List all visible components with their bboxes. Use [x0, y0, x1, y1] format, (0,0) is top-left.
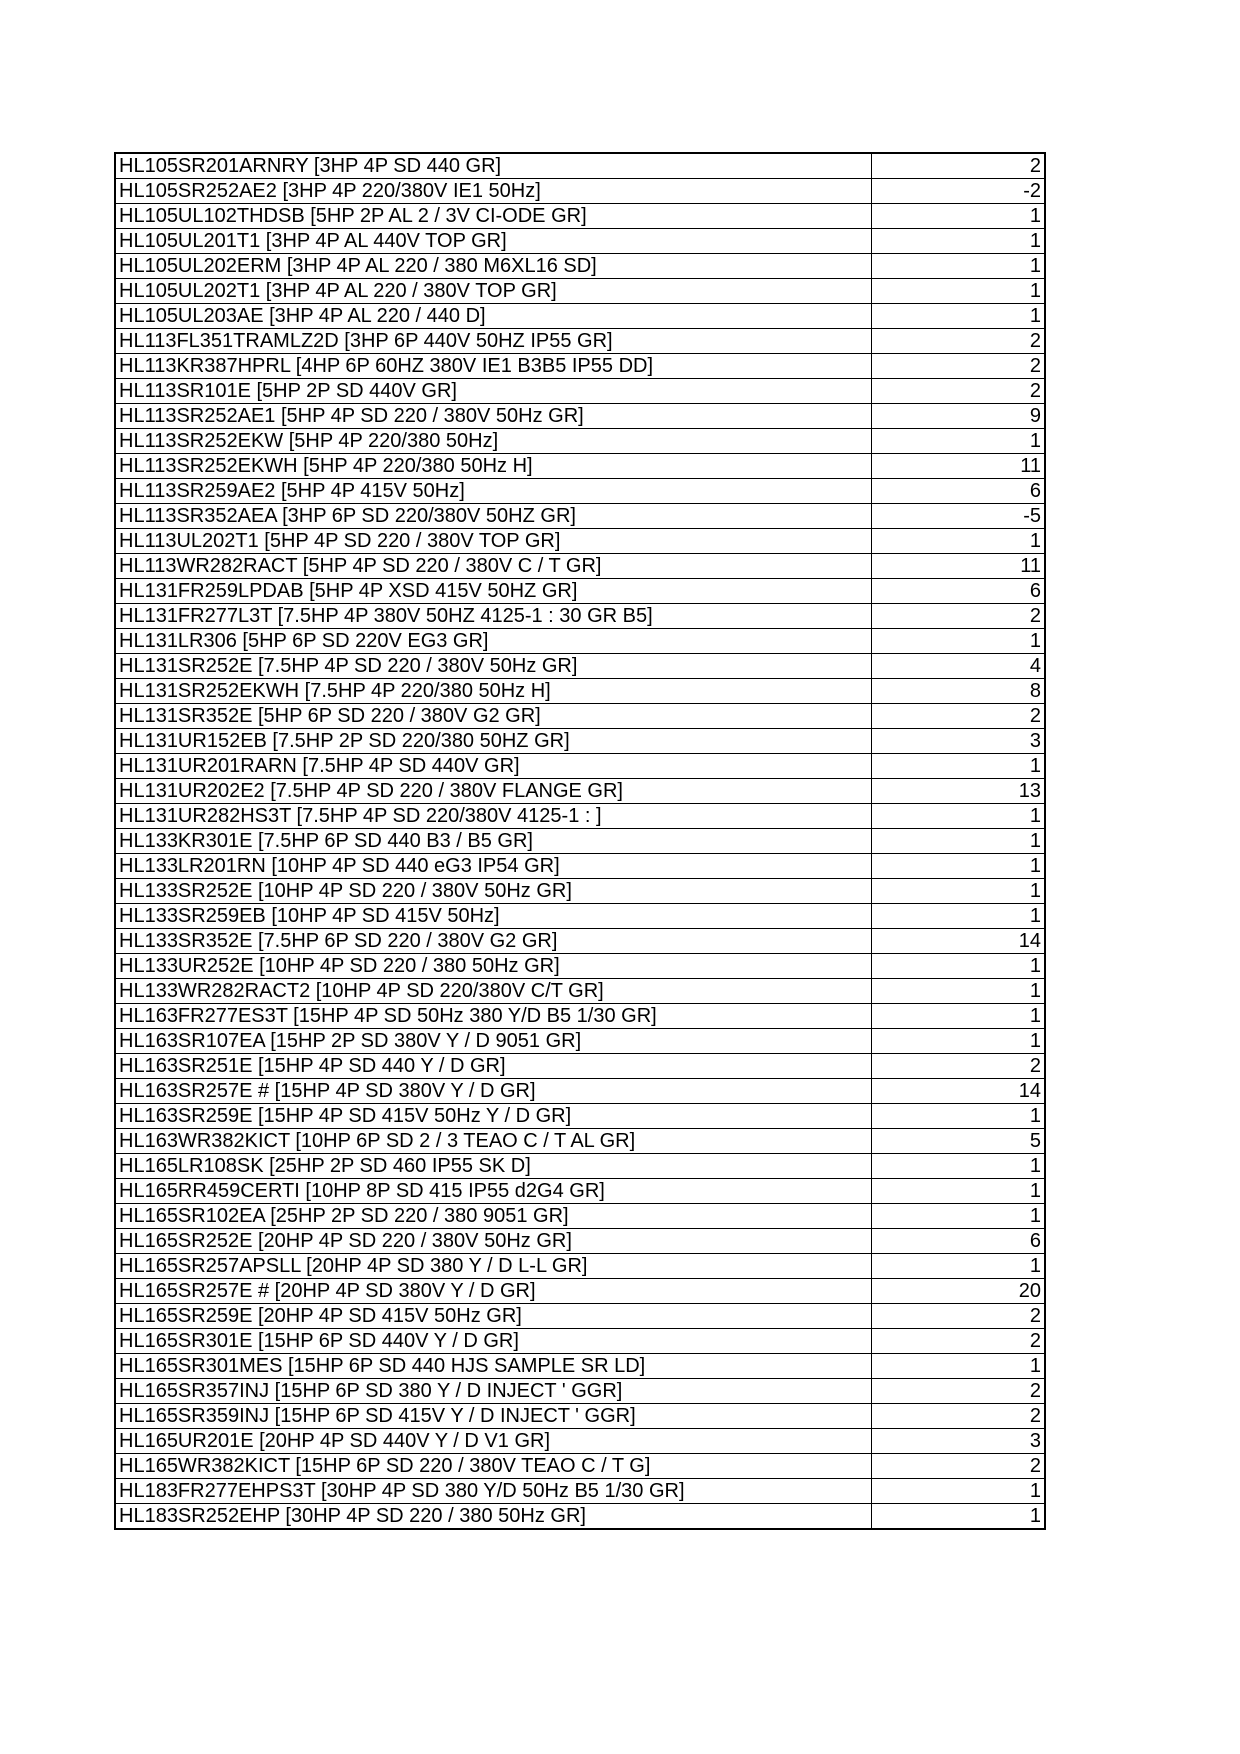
quantity-cell: 3 [871, 1429, 1045, 1454]
item-description-cell: HL113SR252EKWH [5HP 4P 220/380 50Hz H] [115, 454, 871, 479]
table-row [115, 204, 1045, 229]
table-row [115, 1354, 1045, 1379]
quantity-cell: 1 [871, 629, 1045, 654]
quantity-cell: 2 [871, 354, 1045, 379]
quantity-cell: 2 [871, 153, 1045, 179]
quantity-cell: 4 [871, 654, 1045, 679]
table-row [115, 354, 1045, 379]
item-description-cell: HL165SR301MES [15HP 6P SD 440 HJS SAMPLE SR LD] [115, 1354, 871, 1379]
table-row [115, 929, 1045, 954]
item-description-cell: HL113UL202T1 [5HP 4P SD 220 / 380V TOP GR] [115, 529, 871, 554]
table-row [115, 854, 1045, 879]
quantity-cell: 11 [871, 454, 1045, 479]
quantity-cell: 1 [871, 1154, 1045, 1179]
quantity-cell: 5 [871, 1129, 1045, 1154]
quantity-cell: 1 [871, 279, 1045, 304]
table-row [115, 954, 1045, 979]
table-row [115, 704, 1045, 729]
item-description-cell: HL165SR259E [20HP 4P SD 415V 50Hz GR] [115, 1304, 871, 1329]
item-description-cell: HL105UL202T1 [3HP 4P AL 220 / 380V TOP GR] [115, 279, 871, 304]
item-description-cell: HL133SR252E [10HP 4P SD 220 / 380V 50Hz GR] [115, 879, 871, 904]
item-description-cell: HL113SR252AE1 [5HP 4P SD 220 / 380V 50Hz GR] [115, 404, 871, 429]
quantity-cell: 2 [871, 604, 1045, 629]
table-row [115, 1079, 1045, 1104]
table-row [115, 629, 1045, 654]
quantity-cell: 1 [871, 854, 1045, 879]
item-description-cell: HL165LR108SK [25HP 2P SD 460 IP55 SK D] [115, 1154, 871, 1179]
quantity-cell: 1 [871, 204, 1045, 229]
item-description-cell: HL131FR259LPDAB [5HP 4P XSD 415V 50HZ GR] [115, 579, 871, 604]
quantity-cell: 1 [871, 229, 1045, 254]
quantity-cell: 1 [871, 954, 1045, 979]
quantity-cell: 2 [871, 1054, 1045, 1079]
item-description-cell: HL183FR277EHPS3T [30HP 4P SD 380 Y/D 50Hz B5 1/30 GR] [115, 1479, 871, 1504]
item-description-cell: HL133LR201RN [10HP 4P SD 440 eG3 IP54 GR] [115, 854, 871, 879]
table-row [115, 904, 1045, 929]
inventory-table [114, 152, 1046, 1530]
item-description-cell: HL131UR202E2 [7.5HP 4P SD 220 / 380V FLANGE GR] [115, 779, 871, 804]
item-description-cell: HL113WR282RACT [5HP 4P SD 220 / 380V C / T GR] [115, 554, 871, 579]
item-description-cell: HL133KR301E [7.5HP 6P SD 440 B3 / B5 GR] [115, 829, 871, 854]
item-description-cell: HL133WR282RACT2 [10HP 4P SD 220/380V C/T GR] [115, 979, 871, 1004]
table-row [115, 279, 1045, 304]
item-description-cell: HL163SR251E [15HP 4P SD 440 Y / D GR] [115, 1054, 871, 1079]
quantity-cell: -2 [871, 179, 1045, 204]
item-description-cell: HL165SR257E # [20HP 4P SD 380V Y / D GR] [115, 1279, 871, 1304]
item-description-cell: HL105UL102THDSB [5HP 2P AL 2 / 3V CI-ODE GR] [115, 204, 871, 229]
quantity-cell: 1 [871, 429, 1045, 454]
quantity-cell: 1 [871, 1104, 1045, 1129]
table-row [115, 1004, 1045, 1029]
table-row [115, 579, 1045, 604]
item-description-cell: HL165WR382KICT [15HP 6P SD 220 / 380V TEAO C / T G] [115, 1454, 871, 1479]
quantity-cell: 14 [871, 1079, 1045, 1104]
quantity-cell: 14 [871, 929, 1045, 954]
item-description-cell: HL105UL201T1 [3HP 4P AL 440V TOP GR] [115, 229, 871, 254]
item-description-cell: HL133SR259EB [10HP 4P SD 415V 50Hz] [115, 904, 871, 929]
quantity-cell: 13 [871, 779, 1045, 804]
table-row [115, 729, 1045, 754]
quantity-cell: 1 [871, 904, 1045, 929]
quantity-cell: 1 [871, 1479, 1045, 1504]
table-row [115, 1029, 1045, 1054]
table-row [115, 1229, 1045, 1254]
quantity-cell: 9 [871, 404, 1045, 429]
item-description-cell: HL131UR152EB [7.5HP 2P SD 220/380 50HZ GR] [115, 729, 871, 754]
table-row [115, 429, 1045, 454]
quantity-cell: 1 [871, 1004, 1045, 1029]
quantity-cell: 6 [871, 1229, 1045, 1254]
item-description-cell: HL113KR387HPRL [4HP 6P 60HZ 380V IE1 B3B5 IP55 DD] [115, 354, 871, 379]
item-description-cell: HL165SR357INJ [15HP 6P SD 380 Y / D INJECT ' GGR] [115, 1379, 871, 1404]
quantity-cell: 2 [871, 379, 1045, 404]
table-row [115, 254, 1045, 279]
quantity-cell: 1 [871, 254, 1045, 279]
quantity-cell: 1 [871, 829, 1045, 854]
quantity-cell: 1 [871, 529, 1045, 554]
quantity-cell: 2 [871, 1404, 1045, 1429]
table-row [115, 1204, 1045, 1229]
item-description-cell: HL131SR352E [5HP 6P SD 220 / 380V G2 GR] [115, 704, 871, 729]
item-description-cell: HL113SR352AEA [3HP 6P SD 220/380V 50HZ GR] [115, 504, 871, 529]
item-description-cell: HL163WR382KICT [10HP 6P SD 2 / 3 TEAO C / T AL GR] [115, 1129, 871, 1154]
item-description-cell: HL183SR252EHP [30HP 4P SD 220 / 380 50Hz GR] [115, 1504, 871, 1530]
item-description-cell: HL163FR277ES3T [15HP 4P SD 50Hz 380 Y/D B5 1/30 GR] [115, 1004, 871, 1029]
quantity-cell: 2 [871, 1304, 1045, 1329]
item-description-cell: HL105SR252AE2 [3HP 4P 220/380V IE1 50Hz] [115, 179, 871, 204]
quantity-cell: -5 [871, 504, 1045, 529]
table-row [115, 1454, 1045, 1479]
item-description-cell: HL165UR201E [20HP 4P SD 440V Y / D V1 GR] [115, 1429, 871, 1454]
quantity-cell: 1 [871, 1254, 1045, 1279]
item-description-cell: HL131UR282HS3T [7.5HP 4P SD 220/380V 4125-1 : ] [115, 804, 871, 829]
item-description-cell: HL131UR201RARN [7.5HP 4P SD 440V GR] [115, 754, 871, 779]
item-description-cell: HL163SR257E # [15HP 4P SD 380V Y / D GR] [115, 1079, 871, 1104]
table-row [115, 979, 1045, 1004]
item-description-cell: HL165SR301E [15HP 6P SD 440V Y / D GR] [115, 1329, 871, 1354]
table-row [115, 1429, 1045, 1454]
table-row [115, 1054, 1045, 1079]
item-description-cell: HL165RR459CERTI [10HP 8P SD 415 IP55 d2G4 GR] [115, 1179, 871, 1204]
table-row [115, 829, 1045, 854]
table-row [115, 1104, 1045, 1129]
item-description-cell: HL165SR359INJ [15HP 6P SD 415V Y / D INJECT ' GGR] [115, 1404, 871, 1429]
quantity-cell: 1 [871, 1179, 1045, 1204]
table-row [115, 479, 1045, 504]
table-row [115, 1304, 1045, 1329]
item-description-cell: HL131SR252E [7.5HP 4P SD 220 / 380V 50Hz GR] [115, 654, 871, 679]
table-row [115, 1329, 1045, 1354]
item-description-cell: HL131LR306 [5HP 6P SD 220V EG3 GR] [115, 629, 871, 654]
quantity-cell: 11 [871, 554, 1045, 579]
table-row [115, 454, 1045, 479]
table-row [115, 179, 1045, 204]
table-row [115, 529, 1045, 554]
quantity-cell: 1 [871, 979, 1045, 1004]
table-row [115, 1279, 1045, 1304]
table-row [115, 879, 1045, 904]
item-description-cell: HL105UL202ERM [3HP 4P AL 220 / 380 M6XL16 SD] [115, 254, 871, 279]
table-row [115, 504, 1045, 529]
item-description-cell: HL131FR277L3T [7.5HP 4P 380V 50HZ 4125-1 : 30 GR B5] [115, 604, 871, 629]
table-row [115, 554, 1045, 579]
item-description-cell: HL113SR259AE2 [5HP 4P 415V 50Hz] [115, 479, 871, 504]
table-row [115, 779, 1045, 804]
quantity-cell: 6 [871, 479, 1045, 504]
table-row [115, 153, 1045, 179]
item-description-cell: HL165SR257APSLL [20HP 4P SD 380 Y / D L-L GR] [115, 1254, 871, 1279]
quantity-cell: 3 [871, 729, 1045, 754]
table-row [115, 1379, 1045, 1404]
table-row [115, 1154, 1045, 1179]
table-row [115, 1254, 1045, 1279]
quantity-cell: 1 [871, 1354, 1045, 1379]
quantity-cell: 1 [871, 754, 1045, 779]
item-description-cell: HL113SR101E [5HP 2P SD 440V GR] [115, 379, 871, 404]
table-row [115, 1129, 1045, 1154]
item-description-cell: HL113FL351TRAMLZ2D [3HP 6P 440V 50HZ IP55 GR] [115, 329, 871, 354]
item-description-cell: HL113SR252EKW [5HP 4P 220/380 50Hz] [115, 429, 871, 454]
quantity-cell: 1 [871, 1504, 1045, 1530]
table-row [115, 804, 1045, 829]
table-row [115, 604, 1045, 629]
item-description-cell: HL165SR252E [20HP 4P SD 220 / 380V 50Hz GR] [115, 1229, 871, 1254]
table-row [115, 754, 1045, 779]
quantity-cell: 2 [871, 704, 1045, 729]
table-row [115, 1504, 1045, 1530]
quantity-cell: 2 [871, 1329, 1045, 1354]
item-description-cell: HL163SR107EA [15HP 2P SD 380V Y / D 9051 GR] [115, 1029, 871, 1054]
item-description-cell: HL133SR352E [7.5HP 6P SD 220 / 380V G2 GR] [115, 929, 871, 954]
table-row [115, 679, 1045, 704]
item-description-cell: HL165SR102EA [25HP 2P SD 220 / 380 9051 GR] [115, 1204, 871, 1229]
quantity-cell: 6 [871, 579, 1045, 604]
inventory-table-body [115, 153, 1045, 1529]
quantity-cell: 8 [871, 679, 1045, 704]
quantity-cell: 20 [871, 1279, 1045, 1304]
table-row [115, 379, 1045, 404]
table-row [115, 1179, 1045, 1204]
table-row [115, 1404, 1045, 1429]
quantity-cell: 1 [871, 804, 1045, 829]
quantity-cell: 1 [871, 1029, 1045, 1054]
table-row [115, 304, 1045, 329]
item-description-cell: HL105UL203AE [3HP 4P AL 220 / 440 D] [115, 304, 871, 329]
item-description-cell: HL133UR252E [10HP 4P SD 220 / 380 50Hz GR] [115, 954, 871, 979]
table-row [115, 1479, 1045, 1504]
table-row [115, 404, 1045, 429]
quantity-cell: 2 [871, 1454, 1045, 1479]
table-row [115, 329, 1045, 354]
quantity-cell: 1 [871, 304, 1045, 329]
item-description-cell: HL105SR201ARNRY [3HP 4P SD 440 GR] [115, 153, 871, 179]
quantity-cell: 1 [871, 879, 1045, 904]
item-description-cell: HL163SR259E [15HP 4P SD 415V 50Hz Y / D GR] [115, 1104, 871, 1129]
quantity-cell: 2 [871, 1379, 1045, 1404]
table-row [115, 229, 1045, 254]
table-row [115, 654, 1045, 679]
quantity-cell: 2 [871, 329, 1045, 354]
quantity-cell: 1 [871, 1204, 1045, 1229]
item-description-cell: HL131SR252EKWH [7.5HP 4P 220/380 50Hz H] [115, 679, 871, 704]
